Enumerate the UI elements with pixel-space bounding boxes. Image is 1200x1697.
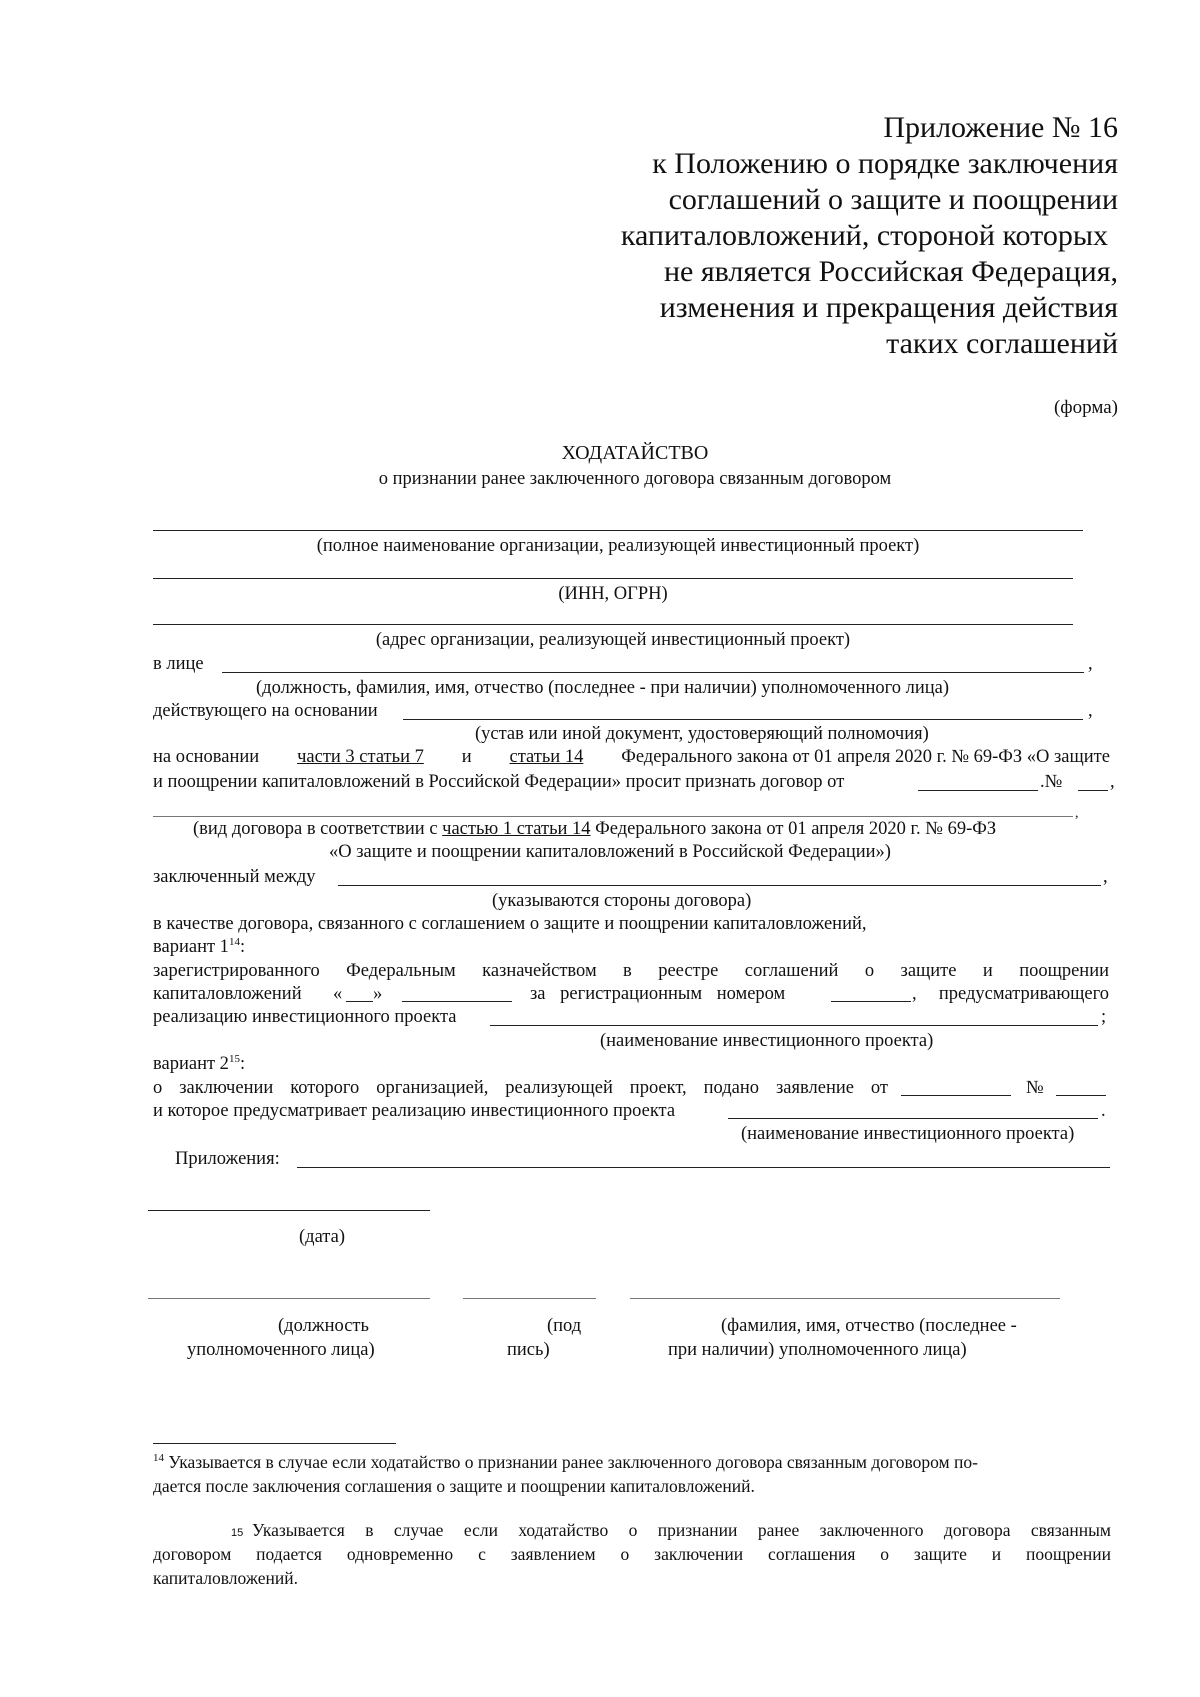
reg-day-line[interactable] — [346, 1001, 373, 1002]
text: и — [461, 747, 472, 767]
attachments-line[interactable] — [297, 1167, 1110, 1168]
full-name-line[interactable] — [630, 1298, 1060, 1299]
variant-1-label — [153, 936, 245, 958]
number-sign: № — [1026, 1078, 1044, 1098]
law-article-link[interactable]: части 3 статьи 7 — [297, 747, 424, 767]
footnote-text: Указывается в случае если ходатайство о признании ранее заключенного договора связанным — [252, 1520, 1111, 1540]
text — [530, 983, 785, 1005]
inn-ogrn-caption: (ИНН, ОГРН) — [558, 584, 668, 604]
comma: , — [1088, 701, 1093, 721]
law-article-link[interactable]: статьи 14 — [509, 747, 584, 767]
basis-caption: (устав или иной документ, удостоверяющий полномочия) — [475, 724, 929, 744]
text: на основании — [153, 747, 260, 767]
org-name-caption: (полное наименование организации, реализующей инвестиционный проект) — [316, 536, 920, 556]
legal-basis-line — [153, 746, 1110, 768]
variant-2-text: о заключении которого организацией, реализующей проект, подано заявление от — [153, 1078, 888, 1098]
text: и которое предусматривает реализацию инвестиционного проекта — [153, 1101, 676, 1121]
footnote-text: капиталовложений. — [153, 1568, 298, 1588]
document-title: ХОДАТАЙСТВО — [561, 442, 709, 464]
signature-line[interactable] — [463, 1298, 596, 1299]
footnote-separator — [153, 1443, 396, 1444]
footnote-ref[interactable]: 14 — [228, 936, 240, 948]
text: : — [239, 937, 246, 957]
position-line[interactable] — [148, 1298, 430, 1299]
basis-line[interactable] — [403, 719, 1083, 720]
text: (вид договора в соответствии с — [193, 819, 438, 839]
contract-type-line[interactable] — [153, 816, 1073, 817]
document-subtitle: о признании ранее заключенного договора связанным договором — [378, 469, 892, 489]
reg-number-line[interactable] — [831, 1001, 911, 1002]
variant-2-label — [153, 1053, 245, 1075]
inn-ogrn-line[interactable] — [153, 578, 1073, 579]
contract-type-caption-line2: «О защите и поощрении капиталовложений в Российской Федерации») — [329, 842, 891, 862]
quote-close: » — [373, 984, 383, 1004]
header-line: не является Российская Федерация, — [663, 255, 1118, 288]
header-line: изменения и прекращения действия — [659, 291, 1118, 324]
period: . — [1101, 1101, 1106, 1121]
contract-type-caption — [193, 818, 996, 840]
appendix-number: Приложение № 16 — [883, 111, 1118, 144]
full-name-caption: при наличии) уполномоченного лица) — [668, 1340, 967, 1360]
footnote-text: договором подается одновременно с заявлением о заключении соглашения о защите и поощрении — [153, 1544, 1111, 1564]
request-text: и поощрении капиталовложений в Российской Федерации» просит признать договор от — [153, 772, 845, 792]
law-article-link[interactable]: частью 1 статьи 14 — [442, 819, 591, 839]
header-line: к Положению о порядке заключения — [652, 147, 1118, 180]
text: за регистрационным номером — [530, 984, 786, 1004]
project-name-line-2[interactable] — [728, 1118, 1098, 1119]
application-date-line[interactable] — [901, 1095, 1011, 1096]
text: Федерального закона от 01 апреля 2020 г. № 69-ФЗ «О защите — [621, 747, 1110, 767]
comma: , — [1088, 654, 1093, 674]
date-line[interactable] — [148, 1210, 430, 1211]
reg-date-line[interactable] — [402, 1001, 512, 1002]
acting-label: действующего на основании — [153, 701, 378, 721]
attachments-label: Приложения: — [175, 1149, 280, 1169]
address-line[interactable] — [153, 624, 1073, 625]
header-line: капиталовложений, стороной которых — [620, 219, 1108, 252]
parties-line[interactable] — [338, 885, 1101, 886]
person-line[interactable] — [222, 672, 1084, 673]
text: Федерального закона от 01 апреля 2020 г. № 69-ФЗ — [595, 819, 997, 839]
project-caption-2: (наименование инвестиционного проекта) — [741, 1124, 1075, 1144]
form-label: (форма) — [1053, 397, 1118, 418]
concluded-label: заключенный между — [153, 867, 316, 887]
contract-date-line[interactable] — [918, 790, 1038, 791]
number-sign: .№ — [1040, 772, 1063, 792]
text: реализацию инвестиционного проекта — [153, 1007, 457, 1027]
footnote-text: Указывается в случае если ходатайство о признании ранее заключенного договора связанным договором по- — [168, 1452, 978, 1472]
parties-caption: (указываются стороны договора) — [492, 891, 752, 911]
person-caption: (должность, фамилия, имя, отчество (последнее - при наличии) уполномоченного лица) — [256, 678, 950, 698]
signature-caption: пись) — [507, 1340, 550, 1360]
comma: , — [1110, 772, 1115, 792]
application-number-line[interactable] — [1056, 1095, 1106, 1096]
contract-number-line[interactable] — [1078, 790, 1108, 791]
footnote-15: 15 Указывается в случае если ходатайство о признании ранее заключенного договора связанным — [231, 1520, 1111, 1540]
footnote-number: 14 — [153, 1452, 164, 1464]
header-line: соглашений о защите и поощрении — [668, 183, 1118, 216]
project-name-line[interactable] — [490, 1025, 1098, 1026]
text: : — [239, 1054, 246, 1074]
footnote-ref[interactable]: 15 — [228, 1053, 240, 1065]
variant-1-text: зарегистрированного Федеральным казначейством в реестре соглашений о защите и поощрении — [153, 961, 1109, 981]
signature-caption: (под — [547, 1316, 582, 1336]
header-line: таких соглашений — [886, 327, 1118, 360]
text: вариант 2 — [153, 1054, 229, 1074]
text: вариант 1 — [153, 937, 229, 957]
quote-open: « — [333, 984, 343, 1004]
position-caption: (должность — [278, 1316, 369, 1336]
footnote-text: дается после заключения соглашения о защите и поощрении капиталовложений. — [153, 1476, 755, 1496]
position-caption: уполномоченного лица) — [187, 1340, 375, 1360]
full-name-caption: (фамилия, имя, отчество (последнее - — [721, 1316, 1017, 1336]
org-name-line[interactable] — [153, 530, 1083, 531]
comma: , — [1075, 806, 1079, 821]
footnote-14 — [153, 1450, 978, 1474]
comma: , — [1103, 867, 1108, 887]
semicolon: ; — [1101, 1007, 1107, 1027]
project-caption: (наименование инвестиционного проекта) — [600, 1031, 934, 1051]
address-caption: (адрес организации, реализующей инвестиционный проект) — [375, 630, 851, 650]
text: , предусматривающего — [912, 984, 1109, 1004]
in-person-label: в лице — [153, 654, 204, 674]
text: капиталовложений — [153, 984, 302, 1004]
date-caption: (дата) — [299, 1227, 345, 1247]
as-contract-text: в качестве договора, связанного с соглашением о защите и поощрении капиталовложений, — [153, 914, 867, 934]
